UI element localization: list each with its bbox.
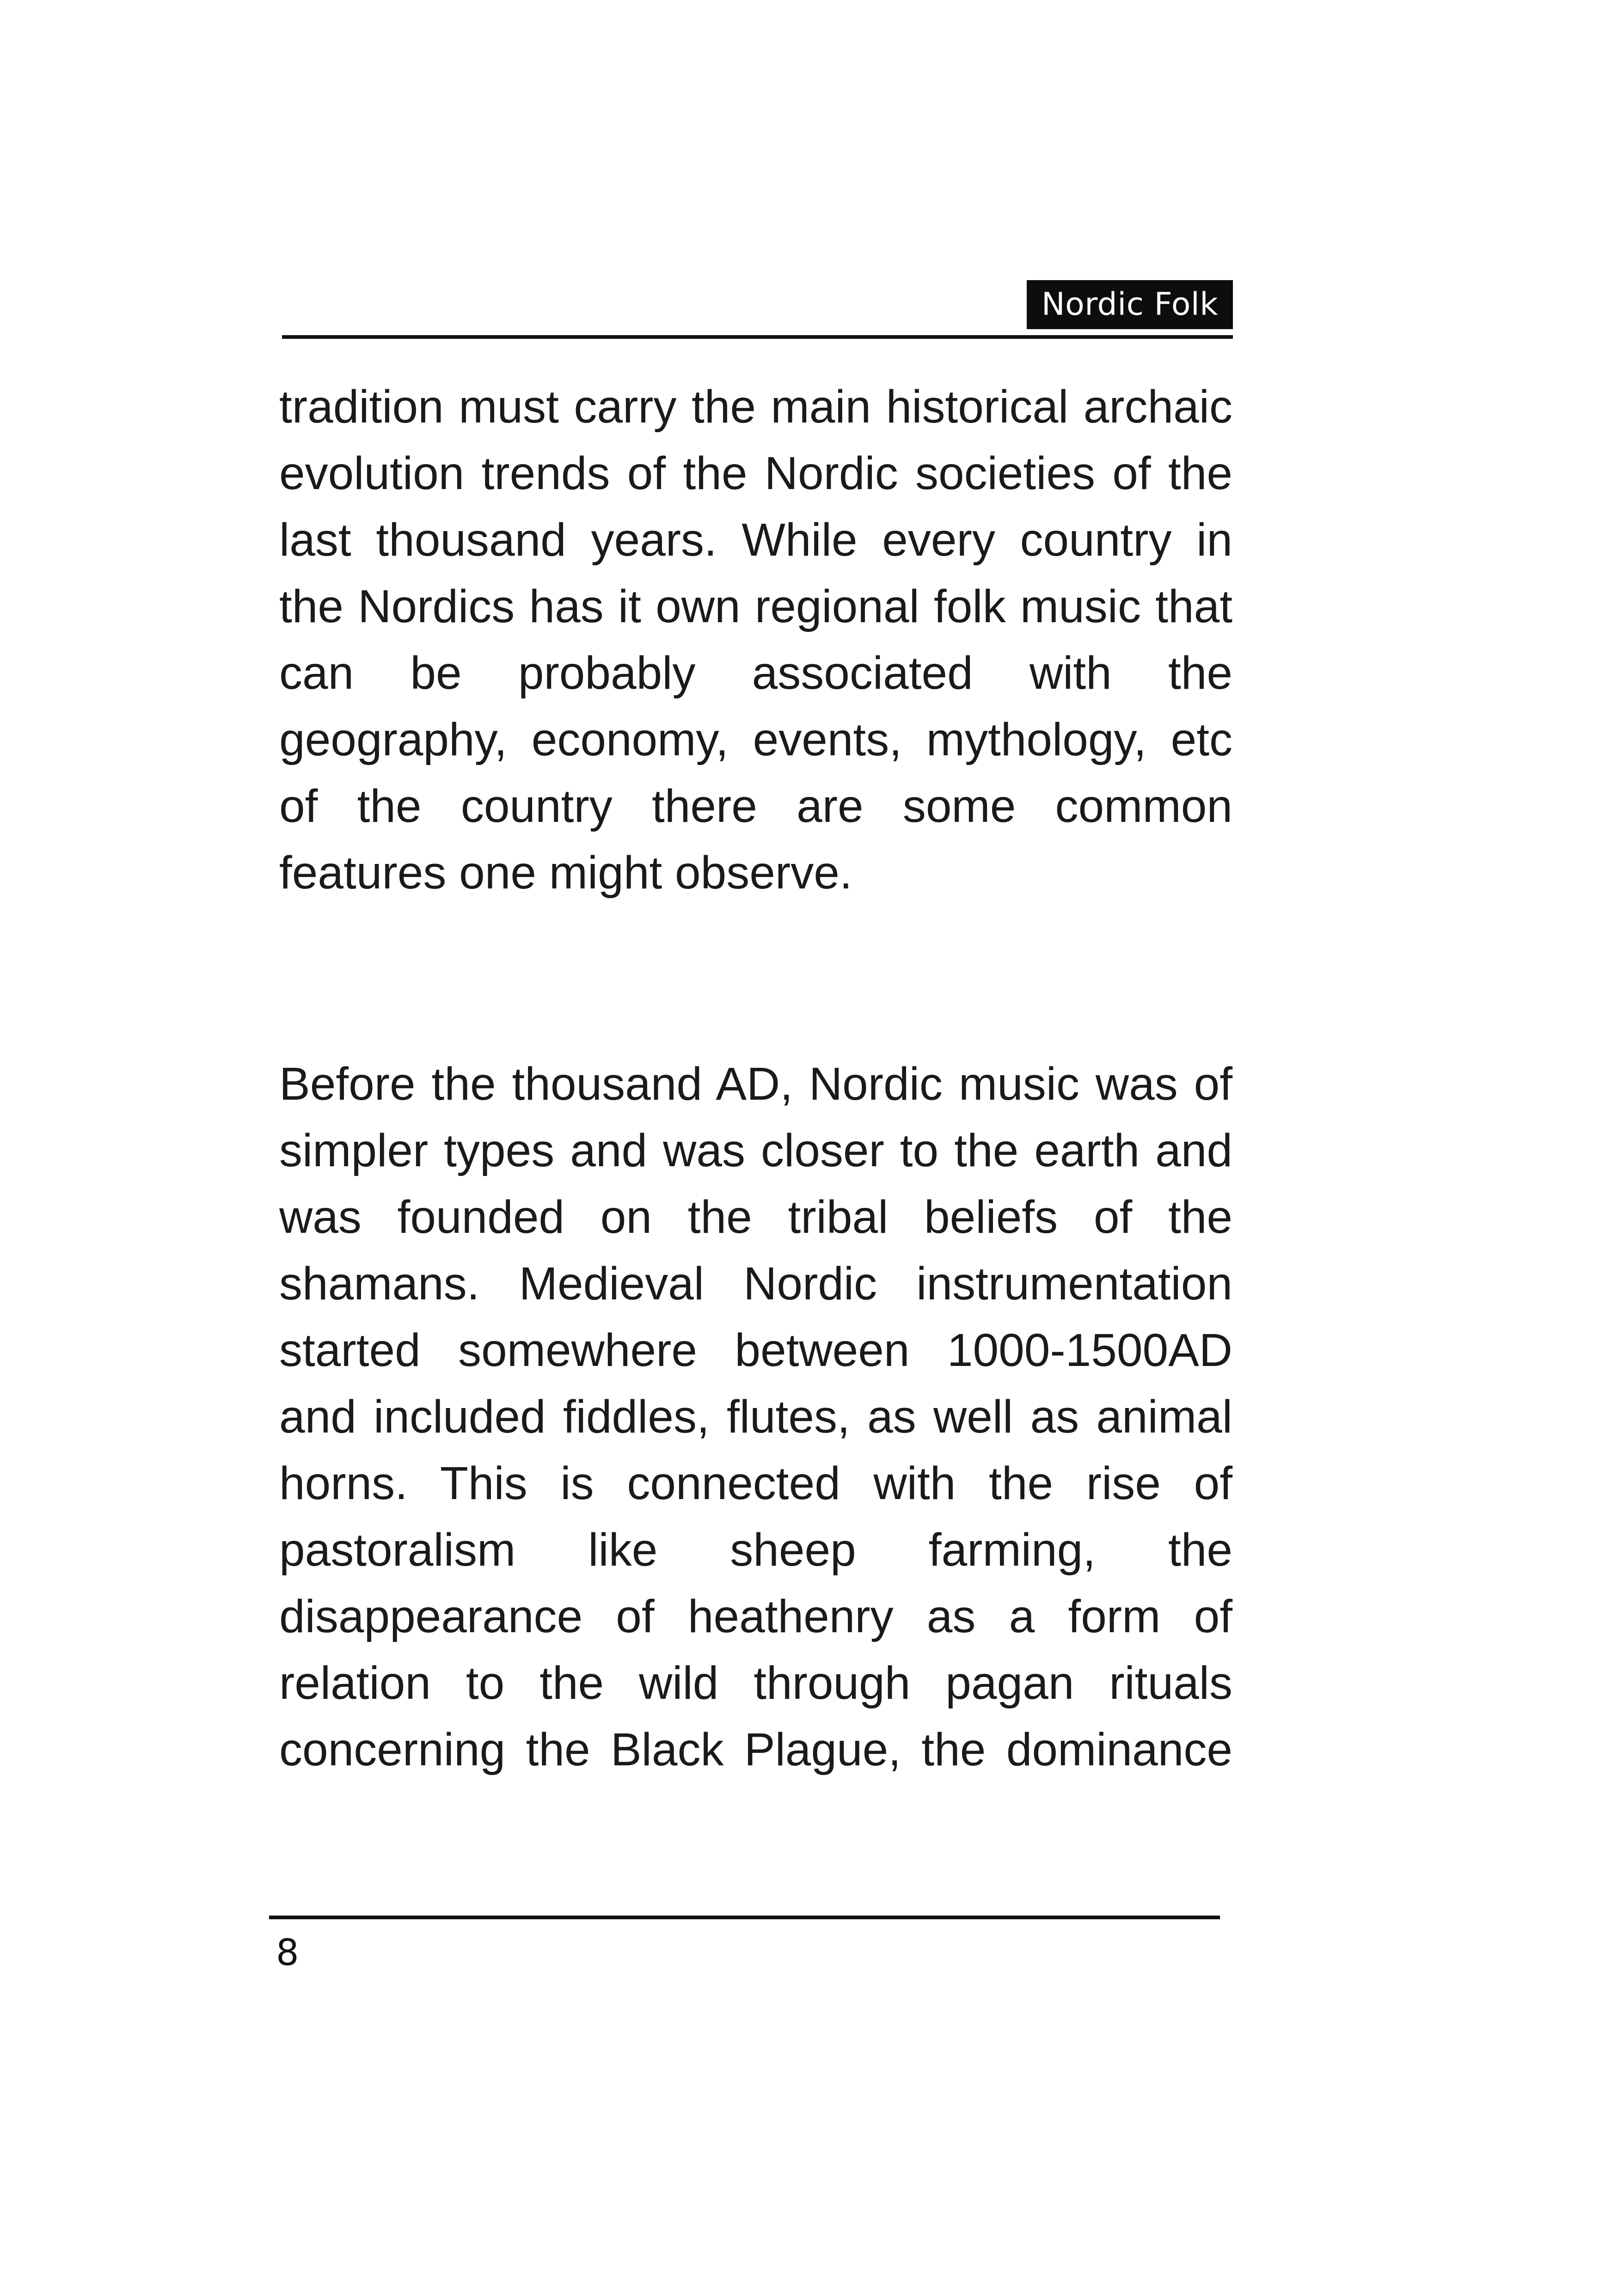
header-rule <box>282 335 1233 339</box>
paragraph-line: started somewhere between 1000-1500AD <box>279 1324 1232 1376</box>
page-number: 8 <box>276 1932 299 1974</box>
paragraph-2 <box>279 1051 1232 1783</box>
paragraph-line: the Nordics has it own regional folk music that <box>279 581 1232 632</box>
paragraph-line: can be probably associated with the <box>279 647 1232 699</box>
running-header-title: Nordic Folk <box>1027 280 1233 329</box>
paragraph-line: concerning the Black Plague, the dominance <box>279 1724 1232 1776</box>
paragraph-line: and included fiddles, flutes, as well as animal <box>279 1391 1232 1443</box>
paragraph-line: simpler types and was closer to the earth and <box>279 1125 1232 1176</box>
paragraph-line: was founded on the tribal beliefs of the <box>279 1191 1232 1243</box>
paragraph-line: horns. This is connected with the rise of <box>279 1457 1232 1509</box>
paragraph-line: evolution trends of the Nordic societies of the <box>279 447 1232 499</box>
paragraph-line: last thousand years. While every country in <box>279 514 1232 566</box>
footer-rule <box>269 1916 1220 1919</box>
paragraph-line: geography, economy, events, mythology, etc <box>279 714 1232 765</box>
paragraph-line: Before the thousand AD, Nordic music was of <box>279 1058 1232 1110</box>
paragraph-line: shamans. Medieval Nordic instrumentation <box>279 1258 1232 1310</box>
paragraph-line: features one might observe. <box>279 847 852 899</box>
paragraph-line: disappearance of heathenry as a form of <box>279 1591 1232 1642</box>
paragraph-line: pastoralism like sheep farming, the <box>279 1524 1232 1576</box>
paragraph-line: relation to the wild through pagan rituals <box>279 1657 1232 1709</box>
paragraph-line: of the country there are some common <box>279 780 1232 832</box>
paragraph-line: tradition must carry the main historical archaic <box>279 381 1232 433</box>
paragraph-1 <box>279 373 1232 906</box>
